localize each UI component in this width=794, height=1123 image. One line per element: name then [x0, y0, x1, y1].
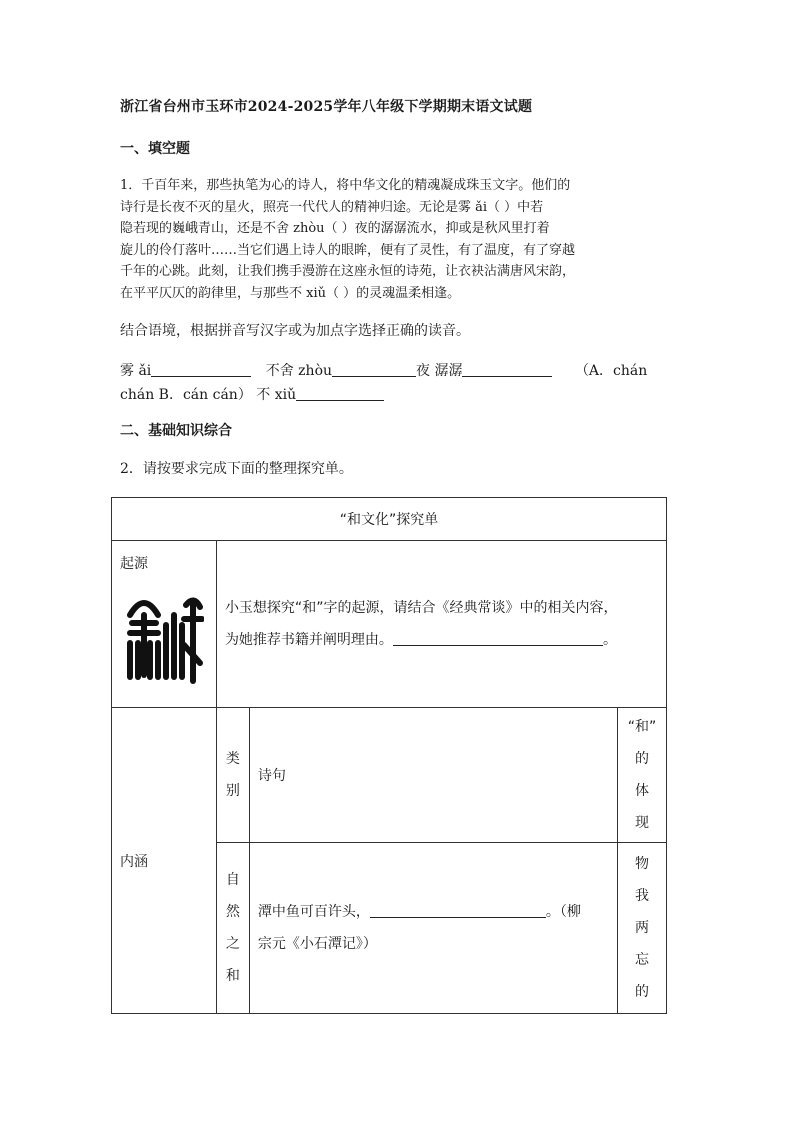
row1-embodiment-char: 忘: [635, 952, 650, 968]
passage-line: 旋儿的伶仃落叶……当它们遇上诗人的眼眸，便有了灵性，有了温度，有了穿越: [120, 242, 576, 258]
table-header-text: “和文化”探究单: [339, 512, 439, 528]
row1-embodiment-char: 的: [635, 984, 650, 1000]
category-header-char: 类: [225, 751, 240, 767]
row1-category-cell: [216, 843, 249, 1014]
origin-answer-blank[interactable]: [393, 631, 603, 646]
row1-category-char: 然: [225, 904, 240, 920]
passage-line: 1．千百年来，那些执笔为心的诗人，将中华文化的精魂凝成珠玉文字。他们的: [120, 178, 571, 193]
answer-prompt: 不舍 zhòu: [265, 363, 333, 379]
row1-verse-cell: [249, 843, 617, 1014]
passage-line: 在平平仄仄的韵律里，与那些不 xiǔ（ ）的灵魂温柔相逢。: [120, 285, 461, 301]
answer-options: （A．chán: [574, 363, 648, 379]
section-heading-basic-knowledge: 二、基础知识综合: [120, 423, 232, 439]
answer-blank[interactable]: [151, 362, 251, 377]
passage-line: 诗行是长夜不灭的星火，照亮一代代人的精神归途。无论是雾 ǎi（ ）中若: [120, 199, 544, 215]
answer-prompt: 夜 潺潺: [416, 363, 463, 379]
table-header: [112, 498, 667, 541]
answer-prompt: chán B．cán cán） 不 xiǔ: [120, 387, 297, 403]
row1-embodiment-cell: [618, 843, 667, 1014]
page-title: 浙江省台州市玉环市2024-2025学年八年级下学期期末语文试题: [120, 99, 533, 115]
inquiry-worksheet-table: [111, 497, 667, 1014]
connotation-label-cell: [112, 708, 217, 1014]
row1-category-char: 自: [225, 872, 240, 888]
answer-line-2: [120, 384, 384, 404]
answer-blank[interactable]: [332, 362, 416, 377]
embodiment-header-cell: [618, 708, 667, 843]
answer-blank[interactable]: [296, 386, 384, 401]
origin-prompt-line: 小玉想探究“和”字的起源，请结合《经典常谈》中的相关内容，: [224, 600, 618, 616]
origin-content-cell: [216, 541, 666, 708]
connotation-label: 内涵: [120, 853, 148, 870]
origin-prompt-line: 为她推荐书籍并阐明理由。 。: [224, 632, 617, 648]
verse-answer-blank[interactable]: [370, 903, 546, 918]
row1-verse-source: 宗元《小石潭记》）: [257, 936, 377, 952]
embodiment-header-char: 现: [635, 815, 650, 831]
origin-label-cell: [112, 541, 217, 708]
category-header-cell: [216, 708, 249, 843]
passage-line: 隐若现的巍峨青山，还是不舍 zhòu（ ）夜的潺潺流水，抑或是秋风里打着: [120, 221, 550, 236]
question-1-instruction: 结合语境，根据拼音写汉字或为加点字选择正确的读音。: [120, 323, 470, 339]
row1-embodiment-char: 物: [635, 856, 650, 872]
origin-label: 起源: [120, 556, 148, 572]
question-2-prompt: 2．请按要求完成下面的整理探究单。: [120, 461, 353, 477]
row1-category-char: 和: [225, 968, 240, 984]
verse-header-cell: [249, 708, 617, 843]
embodiment-header-char: “和”: [627, 719, 657, 735]
row1-category-char: 之: [225, 936, 240, 952]
section-heading-fill-in: 一、填空题: [120, 141, 190, 157]
row1-verse-line: 潭中鱼可百许头， 。（柳: [257, 904, 581, 920]
embodiment-header-char: 的: [635, 751, 650, 767]
answer-line-1: [120, 360, 647, 380]
row1-embodiment-char: 两: [635, 920, 650, 936]
passage-line: 千年的心跳。此刻，让我们携手漫游在这座永恒的诗苑，让衣袂沾满唐风宋韵，: [120, 264, 576, 279]
verse-header: 诗句: [257, 768, 286, 784]
answer-blank[interactable]: [462, 362, 552, 377]
question-1-passage: [120, 175, 680, 304]
category-header-char: 别: [225, 783, 240, 799]
row1-embodiment-char: 我: [635, 888, 650, 904]
embodiment-header-char: 体: [635, 783, 650, 799]
seal-script-he-icon: [124, 585, 204, 685]
answer-prompt: 雾 ǎi: [120, 363, 152, 379]
